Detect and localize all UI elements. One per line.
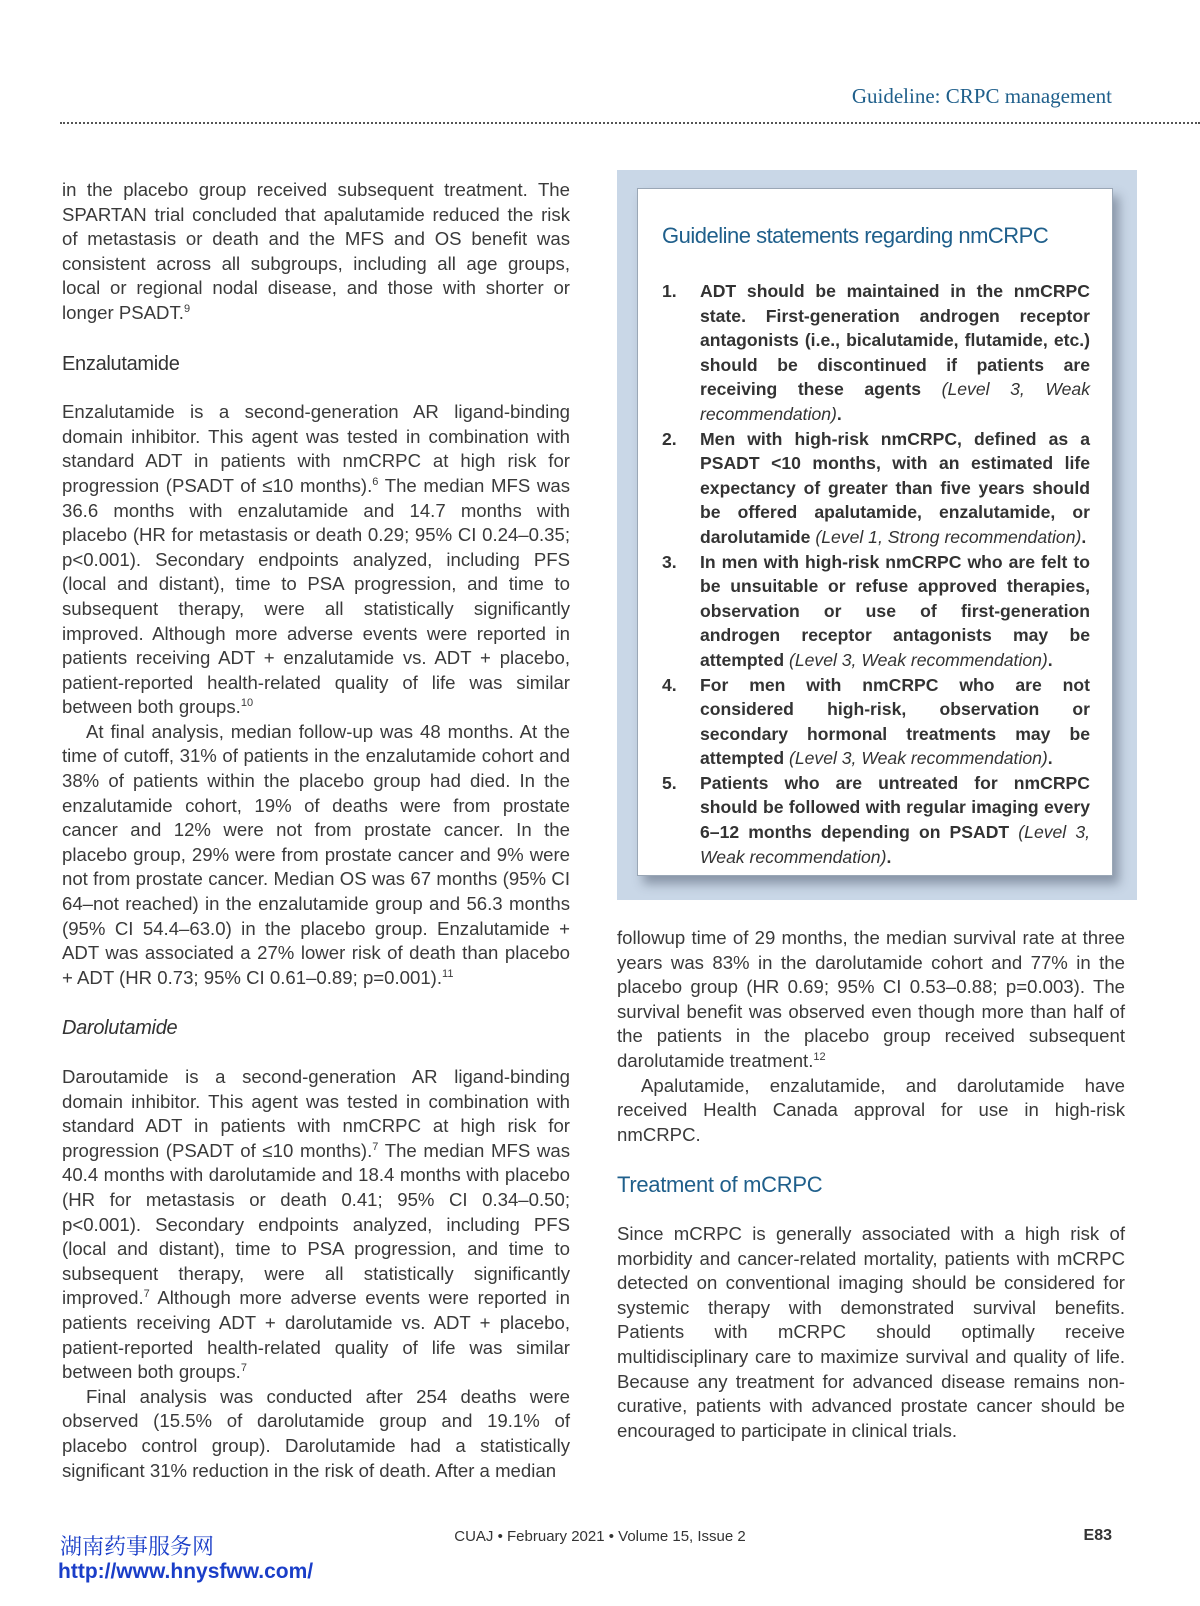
statement-number: 5. [662, 772, 677, 793]
paragraph: Apalutamide, enzalutamide, and darolutamide have received Health Canada approval for use in high-risk nmCRPC. [617, 1074, 1125, 1145]
evidence-level: (Level 3, Weak recommendation) [788, 649, 1048, 670]
guideline-box-title: Guideline statements regarding nmCRPC [662, 223, 1049, 248]
guideline-statement: 2. Men with high-risk nmCRPC, defined as a PSADT <10 months, with an estimated life expectancy of greater than five years should be offered apalutamide, enzalutamide, or darolutamide (Level 1, Strong recommendation). [662, 428, 1090, 547]
citation: 12 [813, 1050, 826, 1063]
citation: 7 [143, 1288, 150, 1301]
evidence-level: (Level 3, Weak recommendation) [700, 379, 1090, 424]
citation: 10 [240, 697, 254, 710]
statement-number: 1. [662, 281, 677, 301]
paragraph: Daroutamide is a second-generation AR ligand-binding domain inhibitor. This agent was tested in combination with standard ADT in patients with nmCRPC at high risk for progression (PSADT of ≤10 months).$^7$ The median MFS was 40.4 months with darolutamide and 18.4 months with placebo (HR for metastasis or death 0.41; 95% CI 0.34–0.50; p<0.001). Secondary endpoints analyzed, including PFS (local and distant), time to PSA progression, and time to subsequent therapy, were all statistically significantly improved.$^7$ Although more adverse events were reported in patients receiving ADT + darolutamide vs. ADT + placebo, patient-reported health-related quality of life was similar between both groups.$^7$ [62, 1066, 570, 1383]
footer-journal-info: CUAJ • February 2021 • Volume 15, Issue 2 [454, 1528, 746, 1545]
watermark-url-link[interactable]: http://www.hnysfww.com/ [58, 1560, 314, 1583]
citation: 7 [240, 1361, 247, 1374]
guideline-statement: 3. In men with high-risk nmCRPC who are felt to be unsuitable or refuse approved therapies, observation or use of first-generation androgen receptor antagonists may be attempted (Level 3, Weak recommendation). [662, 551, 1090, 670]
paragraph: in the placebo group received subsequent treatment. The SPARTAN trial concluded that apalutamide reduced the risk of metastasis or death and the MFS and OS benefit was consistent across all subgroups, including all age groups, local or regional nodal disease, and those with shorter or longer PSADT.$^9$ [62, 179, 570, 323]
page-number: E83 [1083, 1527, 1112, 1544]
header-divider [60, 122, 1200, 124]
right-column [617, 926, 1125, 1443]
citation: 11 [442, 967, 454, 980]
evidence-level: (Level 3, Weak recommendation) [700, 822, 1091, 867]
evidence-level: (Level 1, Strong recommendation) [815, 526, 1082, 547]
statement-number: 4. [662, 674, 677, 695]
paragraph: Enzalutamide is a second-generation AR ligand-binding domain inhibitor. This agent was tested in combination with standard ADT in patients with nmCRPC at high risk for progression (PSADT of ≤10 months).$^6$ The median MFS was 36.6 months with enzalutamide and 14.7 months with placebo (HR for metastasis or death 0.29; 95% CI 0.24–0.35; p<0.001). Secondary endpoints analyzed, including PFS (local and distant), time to PSA progression, and time to subsequent therapy, were all statistically significantly improved. Although more adverse events were reported in patients receiving ADT + enzalutamide vs. ADT + placebo, patient-reported health-related quality of life was similar between both groups.$^{10}$ [62, 401, 570, 718]
guideline-box [637, 188, 1113, 876]
evidence-level: (Level 3, Weak recommendation) [788, 748, 1048, 769]
paragraph: At final analysis, median follow-up was 48 months. At the time of cutoff, 31% of patients in the enzalutamide cohort and 38% of patients within the placebo group had died. In the enzalutamide cohort, 19% of deaths were from prostate cancer and 12% were not from prostate cancer. In the placebo group, 29% were from prostate cancer and 9% were not from prostate cancer. Median OS was 67 months (95% CI 64–not reached) in the enzalutamide group and 56.3 months (95% CI 54.4–63.0) in the placebo group. Enzalutamide + ADT was associated a 27% lower risk of death than placebo + ADT (HR 0.73; 95% CI 0.61–0.89; p=0.001).$^{11}$ [62, 720, 570, 988]
guideline-statement: 5. Patients who are untreated for nmCRPC should be followed with regular imaging every 6–12 months depending on PSADT (Level 3, Weak recommendation). [662, 772, 1091, 867]
running-head: Guideline: CRPC management [851, 84, 1112, 108]
citation: 6 [372, 475, 379, 488]
watermark-site-name: 湖南药事服务网 [60, 1535, 215, 1560]
citation: 7 [372, 1140, 379, 1153]
paragraph: Final analysis was conducted after 254 deaths were observed (15.5% of darolutamide group and 19.1% of placebo control group). Darolutamide had a statistically significant 31% reduction in the risk of death. After a median [62, 1385, 570, 1481]
statement-number: 3. [662, 551, 677, 572]
section-heading-darolutamide: Darolutamide [62, 1017, 178, 1040]
paragraph: followup time of 29 months, the median survival rate at three years was 83% in the darolutamide cohort and 77% in the placebo group (HR 0.69; 95% CI 0.53–0.88; p=0.003). The survival benefit was observed even though more than half of the patients in the placebo group received subsequent darolutamide treatment.$^{12}$ [617, 927, 1125, 1071]
guideline-statement: 4. For men with nmCRPC who are not considered high-risk, observation or secondary hormonal treatments may be attempted (Level 3, Weak recommendation). [662, 674, 1090, 769]
section-heading-treatment-mcrpc: Treatment of mCRPC [617, 1172, 823, 1198]
guideline-statement: 1. ADT should be maintained in the nmCRPC state. First-generation androgen receptor antagonists (i.e., bicalutamide, flutamide, etc.) should be discontinued if patients are receiving these agents (Level 3, Weak recommendation). [662, 281, 1090, 424]
section-heading-enzalutamide: Enzalutamide [62, 352, 180, 375]
citation: 9 [183, 302, 191, 315]
left-column [62, 178, 570, 1483]
guideline-statement-list [662, 279, 1090, 869]
paragraph: Since mCRPC is generally associated with a high risk of morbidity and cancer-related mortality, patients with mCRPC detected on conventional imaging should be considered for systemic therapy with demonstrated survival benefits. Patients with mCRPC should optimally receive multidisciplinary care to maximize survival and quality of life. Because any treatment for advanced disease remains non-curative, patients with advanced prostate cancer should be encouraged to participate in clinical trials. [617, 1222, 1125, 1441]
statement-number: 2. [662, 428, 677, 449]
